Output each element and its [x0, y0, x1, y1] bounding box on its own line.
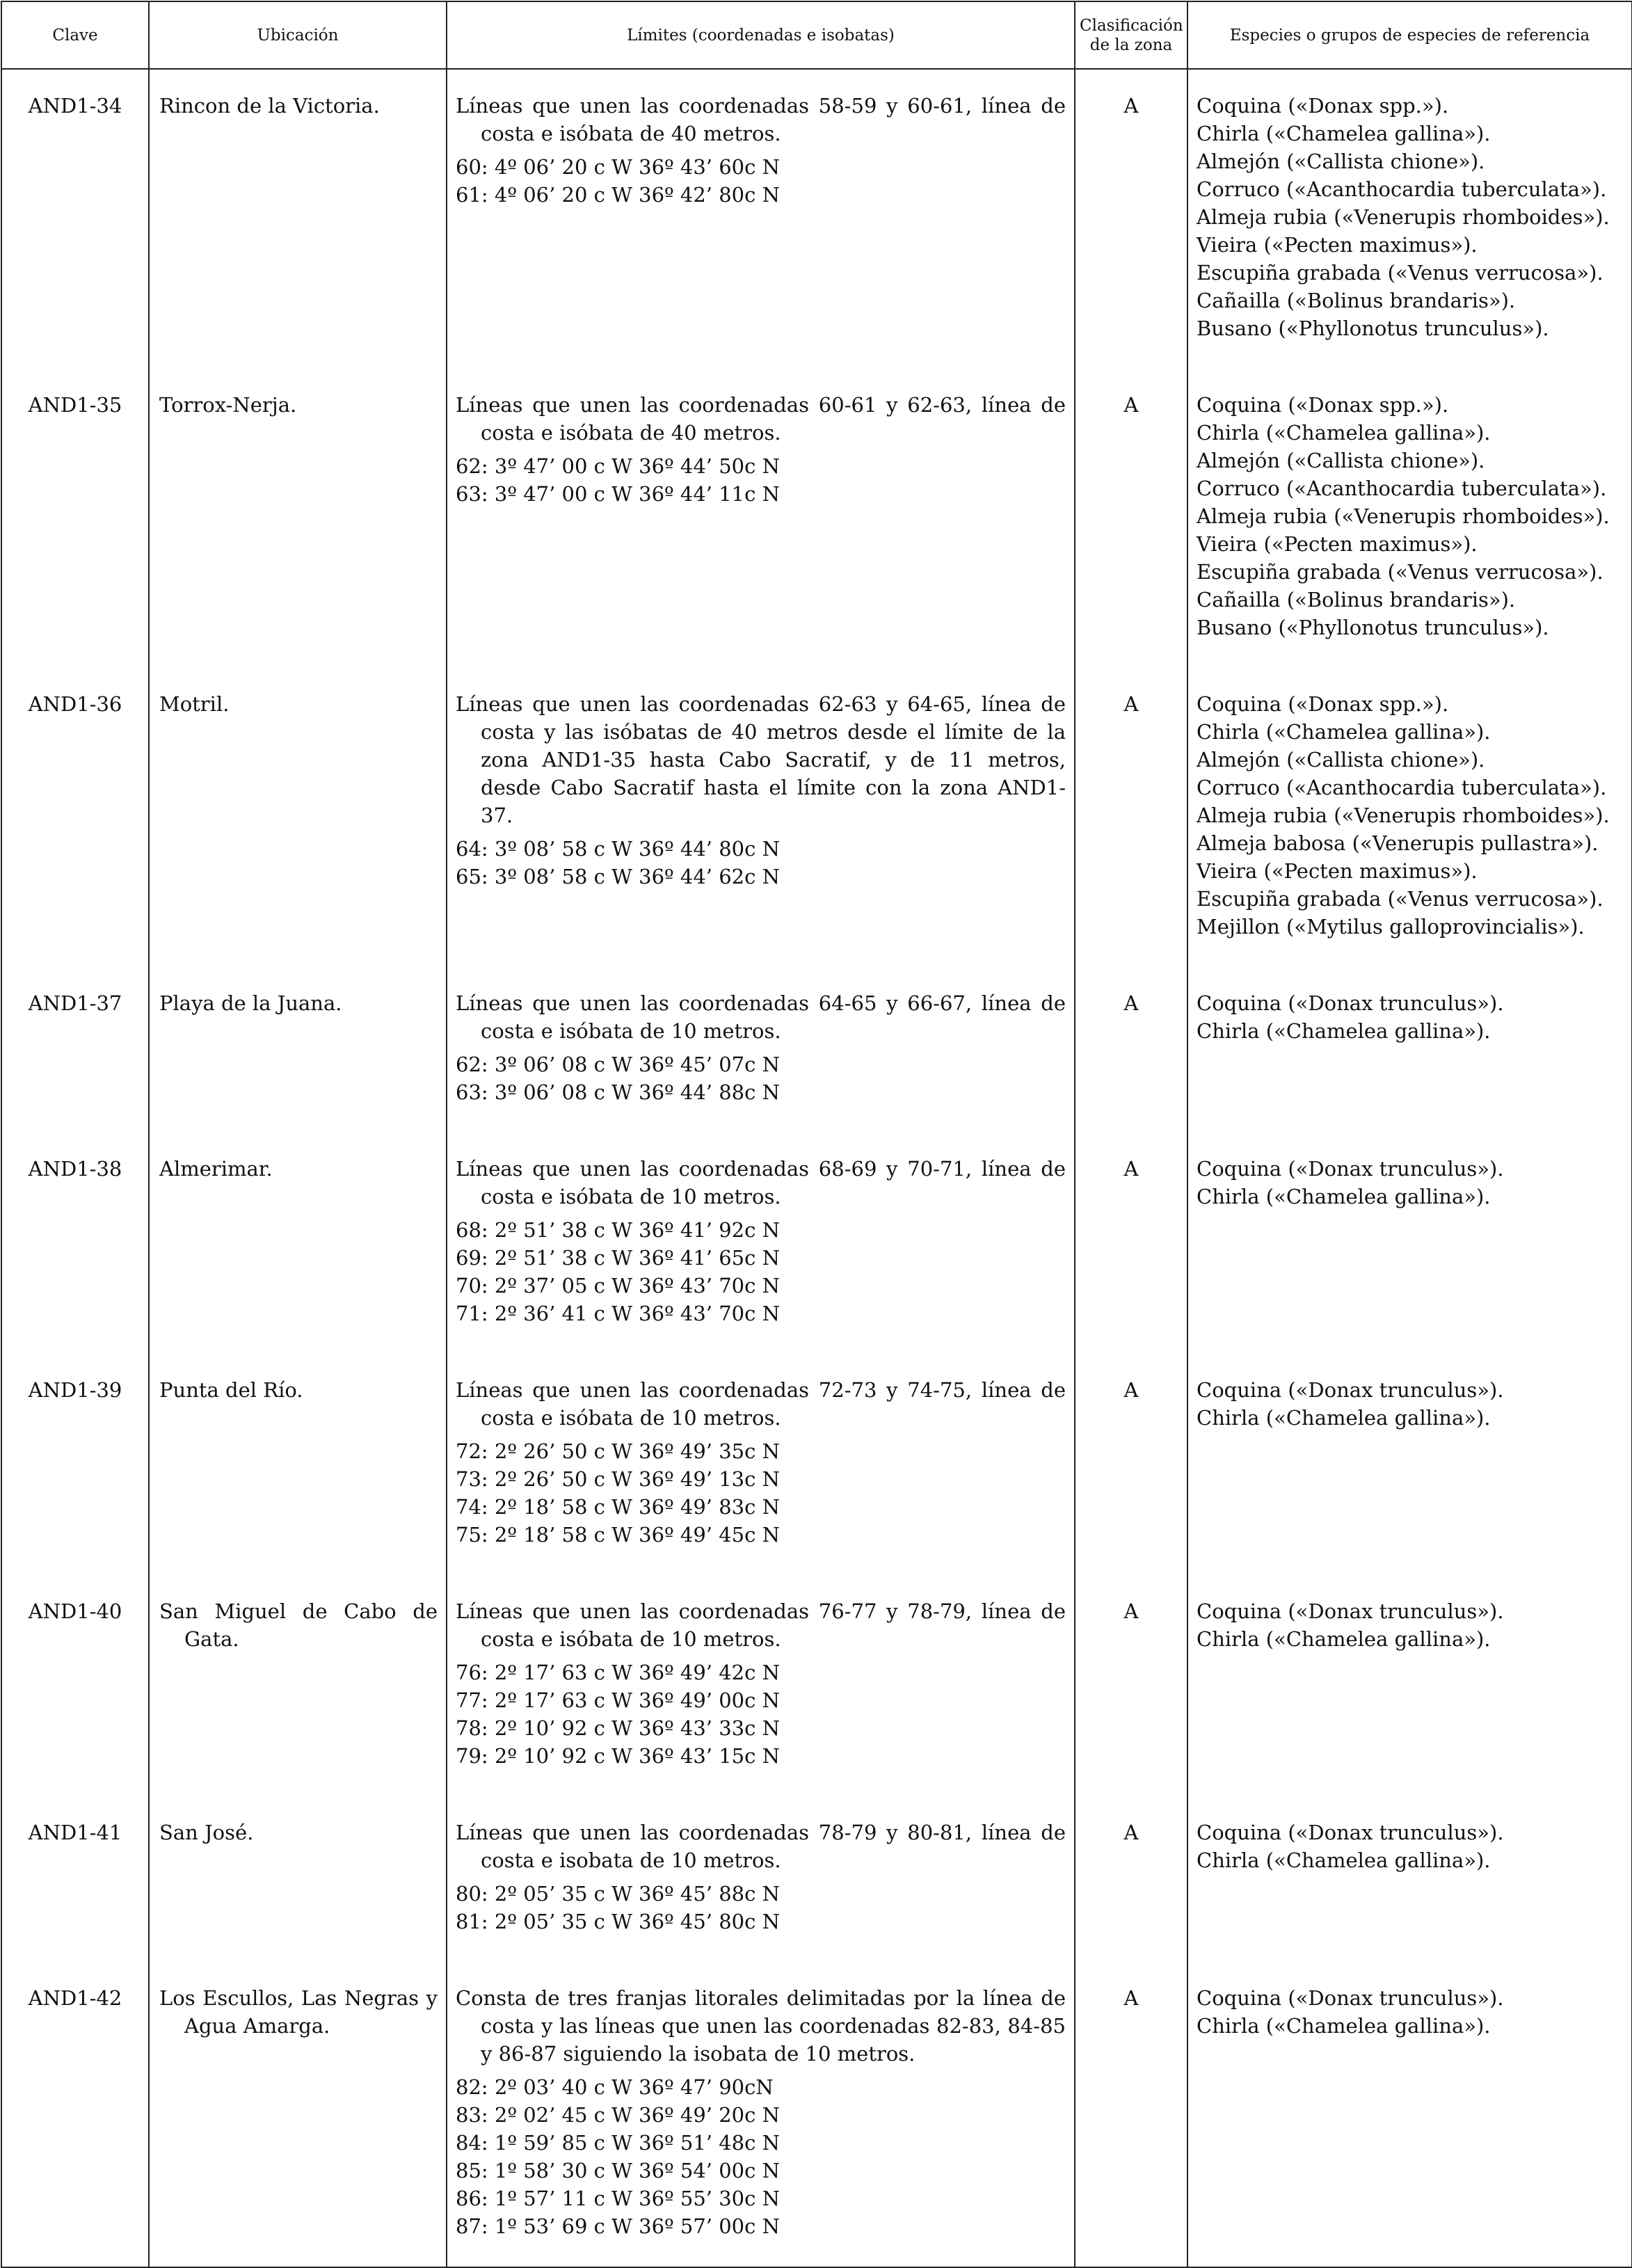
species-item: Cañailla («Bolinus brandaris»).	[1197, 289, 1516, 312]
coordinate-line: 79: 2º 10’ 92 c W 36º 43’ 15c N	[456, 1744, 780, 1768]
cell-especies	[1187, 1962, 1632, 2267]
cell-clasificacion: A	[1075, 69, 1187, 369]
cell-especies	[1187, 1575, 1632, 1796]
coordinate-line: 85: 1º 58’ 30 c W 36º 54’ 00c N	[456, 2159, 780, 2182]
table-body	[1, 69, 1632, 2267]
cell-ubicacion	[149, 1575, 447, 1796]
species-item: Vieira («Pecten maximus»).	[1197, 532, 1478, 556]
species-item: Chirla («Chamelea gallina»).	[1197, 1019, 1491, 1043]
limites-description: Líneas que unen las coordenadas 76-77 y 78-79, línea de costa e isóbata de 10 metros.	[456, 1599, 1066, 1651]
species-item: Chirla («Chamelea gallina»).	[1197, 1627, 1491, 1651]
coordinate-line: 64: 3º 08’ 58 c W 36º 44’ 80c N	[456, 837, 780, 861]
species-item: Chirla («Chamelea gallina»).	[1197, 720, 1491, 744]
limites-description: Líneas que unen las coordenadas 58-59 y 60-61, línea de costa e isóbata de 40 metros.	[456, 94, 1066, 145]
cell-clave: AND1-34	[1, 69, 149, 369]
cell-ubicacion	[149, 1796, 447, 1962]
table-row	[1, 69, 1632, 369]
coordinate-line: 81: 2º 05’ 35 c W 36º 45’ 80c N	[456, 1910, 780, 1933]
cell-clave: AND1-40	[1, 1575, 149, 1796]
cell-ubicacion	[149, 1133, 447, 1354]
species-item: Chirla («Chamelea gallina»).	[1197, 421, 1491, 445]
cell-especies	[1187, 1796, 1632, 1962]
cell-ubicacion	[149, 1354, 447, 1575]
species-item: Chirla («Chamelea gallina»).	[1197, 122, 1491, 145]
cell-clave: AND1-42	[1, 1962, 149, 2267]
header-limites: Límites (coordenadas e isobatas)	[447, 1, 1075, 69]
limites-description: Líneas que unen las coordenadas 60-61 y 62-63, línea de costa e isóbata de 40 metros.	[456, 393, 1066, 445]
coordinate-line: 86: 1º 57’ 11 c W 36º 55’ 30c N	[456, 2187, 780, 2210]
table-row	[1, 369, 1632, 668]
cell-clasificacion: A	[1075, 1354, 1187, 1575]
cell-limites	[447, 668, 1075, 967]
cell-limites	[447, 1962, 1075, 2267]
coordinate-line: 62: 3º 47’ 00 c W 36º 44’ 50c N	[456, 454, 780, 478]
species-item: Coquina («Donax spp.»).	[1197, 94, 1449, 118]
species-item: Chirla («Chamelea gallina»).	[1197, 2014, 1491, 2038]
coordinate-line: 60: 4º 06’ 20 c W 36º 43’ 60c N	[456, 155, 780, 179]
cell-especies	[1187, 668, 1632, 967]
cell-clasificacion: A	[1075, 369, 1187, 668]
zones-table	[1, 1, 1632, 2268]
cell-clasificacion: A	[1075, 1962, 1187, 2267]
coordinate-line: 70: 2º 37’ 05 c W 36º 43’ 70c N	[456, 1274, 780, 1297]
species-item: Vieira («Pecten maximus»).	[1197, 859, 1478, 883]
coordinate-line: 78: 2º 10’ 92 c W 36º 43’ 33c N	[456, 1716, 780, 1740]
coordinate-line: 69: 2º 51’ 38 c W 36º 41’ 65c N	[456, 1246, 780, 1270]
coordinate-line: 71: 2º 36’ 41 c W 36º 43’ 70c N	[456, 1302, 780, 1325]
ubicacion-text: Playa de la Juana.	[159, 991, 342, 1015]
coordinate-line: 68: 2º 51’ 38 c W 36º 41’ 92c N	[456, 1218, 780, 1242]
cell-limites	[447, 1796, 1075, 1962]
coordinate-line: 63: 3º 47’ 00 c W 36º 44’ 11c N	[456, 482, 780, 506]
species-item: Almeja rubia («Venerupis rhomboides»).	[1197, 804, 1610, 827]
species-item: Chirla («Chamelea gallina»).	[1197, 1185, 1491, 1208]
cell-especies	[1187, 1133, 1632, 1354]
coordinate-line: 82: 2º 03’ 40 c W 36º 47’ 90cN	[456, 2075, 774, 2099]
header-especies: Especies o grupos de especies de referencia	[1187, 1, 1632, 69]
species-item: Corruco («Acanthocardia tuberculata»).	[1197, 776, 1607, 799]
ubicacion-text: Rincon de la Victoria.	[159, 94, 380, 118]
cell-ubicacion	[149, 369, 447, 668]
cell-especies	[1187, 69, 1632, 369]
ubicacion-text: Punta del Río.	[159, 1378, 303, 1402]
species-item: Escupiña grabada («Venus verrucosa»).	[1197, 560, 1603, 584]
cell-ubicacion	[149, 69, 447, 369]
ubicacion-text: San José.	[159, 1821, 254, 1844]
species-item: Corruco («Acanthocardia tuberculata»).	[1197, 477, 1607, 500]
header-clave: Clave	[1, 1, 149, 69]
table-row	[1, 1354, 1632, 1575]
species-item: Coquina («Donax trunculus»).	[1197, 1157, 1504, 1181]
coordinate-line: 76: 2º 17’ 63 c W 36º 49’ 42c N	[456, 1661, 780, 1684]
limites-description: Líneas que unen las coordenadas 68-69 y 70-71, línea de costa e isóbata de 10 metros.	[456, 1157, 1066, 1208]
cell-especies	[1187, 967, 1632, 1133]
coordinate-line: 62: 3º 06’ 08 c W 36º 45’ 07c N	[456, 1053, 780, 1076]
coordinate-line: 73: 2º 26’ 50 c W 36º 49’ 13c N	[456, 1467, 780, 1491]
species-item: Corruco («Acanthocardia tuberculata»).	[1197, 177, 1607, 201]
header-row	[1, 1, 1632, 69]
limites-description: Líneas que unen las coordenadas 78-79 y 80-81, línea de costa e isobata de 10 metros.	[456, 1821, 1066, 1872]
cell-limites	[447, 1575, 1075, 1796]
species-item: Cañailla («Bolinus brandaris»).	[1197, 588, 1516, 612]
limites-description: Líneas que unen las coordenadas 72-73 y 74-75, línea de costa e isóbata de 10 metros.	[456, 1378, 1066, 1430]
limites-description: Consta de tres franjas litorales delimitadas por la línea de costa y las líneas que unen las coordenadas 82-83, 84-85 y 86-87 siguiendo la isobata de 10 metros.	[456, 1986, 1066, 2066]
cell-clasificacion: A	[1075, 1575, 1187, 1796]
species-item: Mejillon («Mytilus galloprovincialis»).	[1197, 915, 1585, 939]
ubicacion-text: Almerimar.	[159, 1157, 273, 1181]
ubicacion-text: Motril.	[159, 692, 230, 716]
species-item: Almejón («Callista chione»).	[1197, 449, 1485, 472]
cell-clave: AND1-39	[1, 1354, 149, 1575]
cell-limites	[447, 967, 1075, 1133]
coordinate-line: 61: 4º 06’ 20 c W 36º 42’ 80c N	[456, 183, 780, 207]
cell-limites	[447, 369, 1075, 668]
species-item: Escupiña grabada («Venus verrucosa»).	[1197, 261, 1603, 285]
coordinate-line: 77: 2º 17’ 63 c W 36º 49’ 00c N	[456, 1688, 780, 1712]
species-item: Chirla («Chamelea gallina»).	[1197, 1406, 1491, 1430]
species-item: Coquina («Donax trunculus»).	[1197, 1986, 1504, 2010]
cell-clasificacion: A	[1075, 967, 1187, 1133]
species-item: Escupiña grabada («Venus verrucosa»).	[1197, 887, 1603, 911]
coordinate-line: 74: 2º 18’ 58 c W 36º 49’ 83c N	[456, 1495, 780, 1519]
table-row	[1, 967, 1632, 1133]
cell-limites	[447, 69, 1075, 369]
ubicacion-text: Los Escullos, Las Negras y Agua Amarga.	[159, 1986, 438, 2038]
cell-especies	[1187, 1354, 1632, 1575]
coordinate-line: 84: 1º 59’ 85 c W 36º 51’ 48c N	[456, 2131, 780, 2155]
species-item: Vieira («Pecten maximus»).	[1197, 233, 1478, 257]
cell-clave: AND1-36	[1, 668, 149, 967]
coordinate-line: 75: 2º 18’ 58 c W 36º 49’ 45c N	[456, 1523, 780, 1547]
coordinate-line: 83: 2º 02’ 45 c W 36º 49’ 20c N	[456, 2103, 780, 2127]
species-item: Coquina («Donax spp.»).	[1197, 393, 1449, 417]
cell-clave: AND1-37	[1, 967, 149, 1133]
coordinate-line: 80: 2º 05’ 35 c W 36º 45’ 88c N	[456, 1882, 780, 1906]
table-row	[1, 668, 1632, 967]
coordinate-line: 87: 1º 53’ 69 c W 36º 57’ 00c N	[456, 2214, 780, 2238]
cell-clave: AND1-41	[1, 1796, 149, 1962]
table-row	[1, 1962, 1632, 2267]
cell-limites	[447, 1133, 1075, 1354]
cell-ubicacion	[149, 1962, 447, 2267]
cell-clasificacion: A	[1075, 1796, 1187, 1962]
table-row	[1, 1575, 1632, 1796]
limites-description: Líneas que unen las coordenadas 62-63 y 64-65, línea de costa y las isóbatas de 40 metros desde el límite de la zona AND1-35 hasta Cabo Sacratif, y de 11 metros, desde Cabo Sacratif hasta el límite con la zona AND1-37.	[456, 692, 1066, 827]
cell-limites	[447, 1354, 1075, 1575]
species-item: Coquina («Donax spp.»).	[1197, 692, 1449, 716]
species-item: Coquina («Donax trunculus»).	[1197, 991, 1504, 1015]
species-item: Busano («Phyllonotus trunculus»).	[1197, 616, 1549, 639]
species-item: Coquina («Donax trunculus»).	[1197, 1599, 1504, 1623]
cell-clave: AND1-35	[1, 369, 149, 668]
coordinate-line: 72: 2º 26’ 50 c W 36º 49’ 35c N	[456, 1439, 780, 1463]
species-item: Almeja babosa («Venerupis pullastra»).	[1197, 831, 1599, 855]
limites-description: Líneas que unen las coordenadas 64-65 y 66-67, línea de costa e isóbata de 10 metros.	[456, 991, 1066, 1043]
species-item: Coquina («Donax trunculus»).	[1197, 1378, 1504, 1402]
ubicacion-text: San Miguel de Cabo de Gata.	[159, 1599, 438, 1651]
table-header	[1, 1, 1632, 69]
species-item: Almejón («Callista chione»).	[1197, 748, 1485, 772]
species-item: Busano («Phyllonotus trunculus»).	[1197, 317, 1549, 340]
header-clasificacion: Clasificación de la zona	[1075, 1, 1187, 69]
table-row	[1, 1796, 1632, 1962]
header-ubicacion: Ubicación	[149, 1, 447, 69]
cell-clasificacion: A	[1075, 1133, 1187, 1354]
species-item: Coquina («Donax trunculus»).	[1197, 1821, 1504, 1844]
species-item: Almeja rubia («Venerupis rhomboides»).	[1197, 504, 1610, 528]
species-item: Almejón («Callista chione»).	[1197, 150, 1485, 173]
coordinate-line: 63: 3º 06’ 08 c W 36º 44’ 88c N	[456, 1080, 780, 1104]
cell-especies	[1187, 369, 1632, 668]
ubicacion-text: Torrox-Nerja.	[159, 393, 297, 417]
coordinate-line: 65: 3º 08’ 58 c W 36º 44’ 62c N	[456, 865, 780, 888]
species-item: Chirla («Chamelea gallina»).	[1197, 1848, 1491, 1872]
species-item: Almeja rubia («Venerupis rhomboides»).	[1197, 205, 1610, 229]
table-row	[1, 1133, 1632, 1354]
cell-clasificacion: A	[1075, 668, 1187, 967]
cell-ubicacion	[149, 668, 447, 967]
cell-clave: AND1-38	[1, 1133, 149, 1354]
cell-ubicacion	[149, 967, 447, 1133]
